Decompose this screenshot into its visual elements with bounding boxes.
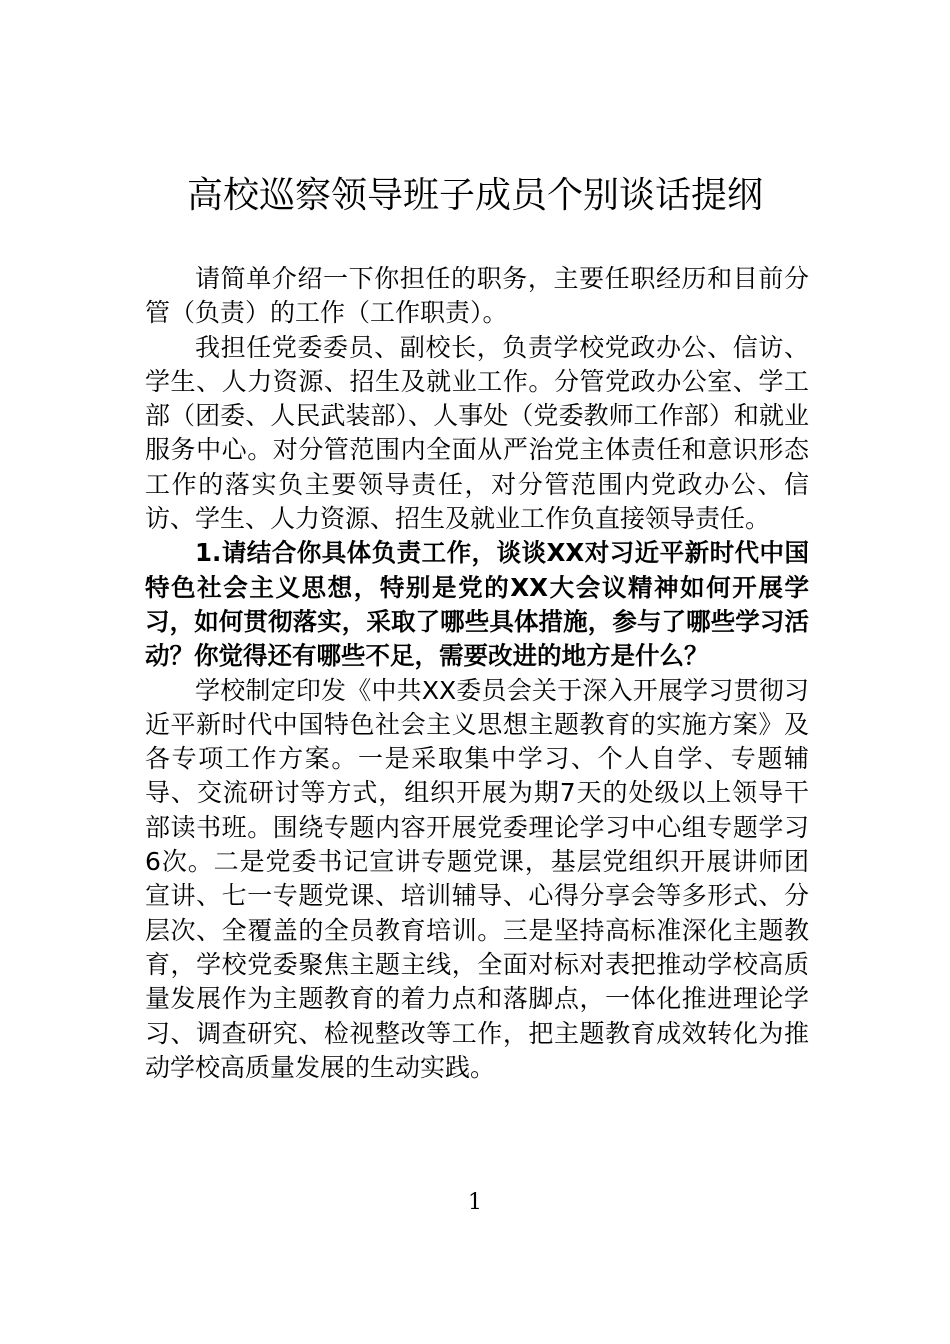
paragraph-answer-1: 学校制定印发《中共XX委员会关于深入开展学习贯彻习近平新时代中国特色社会主义思想主题教育的实施方案》及各专项工作方案。一是采取集中学习、个人自学、专题辅导、交流研讨等方式，组织开展为期7天的处级以上领导干部读书班。围绕专题内容开展党委理论学习中心组专题学习6次。二是党委书记宣讲专题党课，基层党组织开展讲师团宣讲、七一专题党课、培训辅导、心得分享会等多形式、分层次、全覆盖的全员教育培训。三是坚持高标准深化主题教育，学校党委聚焦主题主线，全面对标对表把推动学校高质量发展作为主题教育的着力点和落脚点，一体化推进理论学习、调查研究、检视整改等工作，把主题教育成效转化为推动学校高质量发展的生动实践。: [145, 675, 809, 1082]
document-body: [145, 262, 809, 1085]
page-number: 1: [468, 1190, 482, 1215]
paragraph-question-1: 1.请结合你具体负责工作，谈谈XX对习近平新时代中国特色社会主义思想，特别是党的XX大会议精神如何开展学习，如何贯彻落实，采取了哪些具体措施，参与了哪些学习活动？你觉得还有哪些不足，需要改进的地方是什么？: [145, 538, 809, 671]
document-title: 高校巡察领导班子成员个别谈话提纲: [186, 175, 763, 216]
paragraph-intro-question: 请简单介绍一下你担任的职务，主要任职经历和目前分管（负责）的工作（工作职责）。: [145, 264, 809, 328]
paragraph-intro-answer: 我担任党委委员、副校长，负责学校党政办公、信访、学生、人力资源、招生及就业工作。分管党政办公室、学工部（团委、人民武装部）、人事处（党委教师工作部）和就业服务中心。对分管范围内全面从严治党主体责任和意识形态工作的落实负主要领导责任，对分管范围内党政办公、信访、学生、人力资源、招生及就业工作负直接领导责任。: [145, 332, 809, 534]
